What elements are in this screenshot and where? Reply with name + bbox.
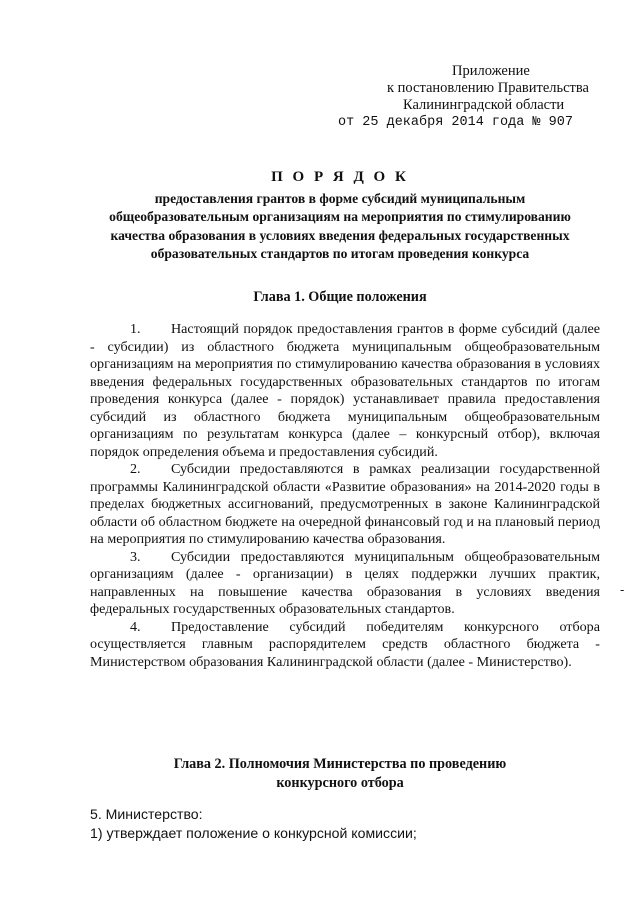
chapter-1-body	[90, 321, 600, 671]
title-subtitle: предоставления грантов в форме субсидий муниципальным общеобразовательным организациям на мероприятия по стимулированию качества образования в условиях введения федеральных государственных образовательных стандартов по итогам проведения конкурса	[109, 191, 571, 262]
list-item: 1) утверждает положение о конкурсной комиссии;	[90, 824, 417, 841]
paragraph-number: 3.	[130, 548, 141, 565]
paragraph-number: 4.	[130, 618, 141, 635]
paragraph-text: Субсидии предоставляются в рамках реализации государственной программы Калининградской области «Развитие образования» на 2014-2020 годы в пределах бюджетных ассигнований, предусмотренных в законе Калининградской области об областном бюджете на очередной финансовый год и на плановый период на мероприятия по стимулированию качества образования.	[90, 461, 600, 547]
chapter-2-body	[90, 806, 600, 843]
paragraph	[90, 321, 600, 461]
region-name: Калининградской области	[403, 97, 565, 113]
chapter-2-heading-line1: Глава 2. Полномочия Министерства по проведению	[173, 756, 507, 772]
appendix-label: Приложение	[452, 63, 530, 79]
margin-mark: -	[620, 583, 625, 597]
paragraph-text: Субсидии предоставляются муниципальным общеобразовательным организациям (далее - организации) в целях поддержки лучших практик, направленных на повышение качества образования в условиях введения федеральных государственных образовательных стандартов.	[90, 548, 600, 617]
document-title	[90, 167, 590, 264]
paragraph-text: Предоставление субсидий победителям конкурсного отбора осуществляется главным распорядителем средств областного бюджета - Министерством образования Калининградской области (далее - Министерство).	[90, 618, 600, 670]
appendix-header	[330, 63, 600, 131]
paragraph	[90, 619, 600, 672]
paragraph	[90, 549, 600, 619]
paragraph-number: 1.	[130, 321, 141, 337]
resolution-reference: к постановлению Правительства	[387, 80, 589, 96]
chapter-2-heading	[90, 755, 590, 793]
paragraph-text: Настоящий порядок предоставления грантов в форме субсидий (далее - субсидии) из областного бюджета муниципальным общеобразовательным организациям на мероприятия по стимулированию качества образования в условиях введения федеральных государственных образовательных стандартов по итогам проведения конкурса (далее - порядок) устанавливает правила предоставления субсидий из областного бюджета муниципальным общеобразовательным организациям по результатам конкурса (далее – конкурсный отбор), включая порядок определения объема и предоставления субсидий.	[90, 321, 600, 460]
chapter-1-heading: Глава 1. Общие положения	[253, 289, 427, 305]
resolution-date: от 25 декабря 2014 года № 907	[338, 115, 573, 130]
list-item: 5. Министерство:	[90, 806, 203, 822]
paragraph	[90, 461, 600, 549]
paragraph-number: 2.	[130, 461, 141, 477]
chapter-2-heading-line2: конкурсного отбора	[276, 775, 404, 791]
title-main: П О Р Я Д О К	[271, 169, 409, 185]
